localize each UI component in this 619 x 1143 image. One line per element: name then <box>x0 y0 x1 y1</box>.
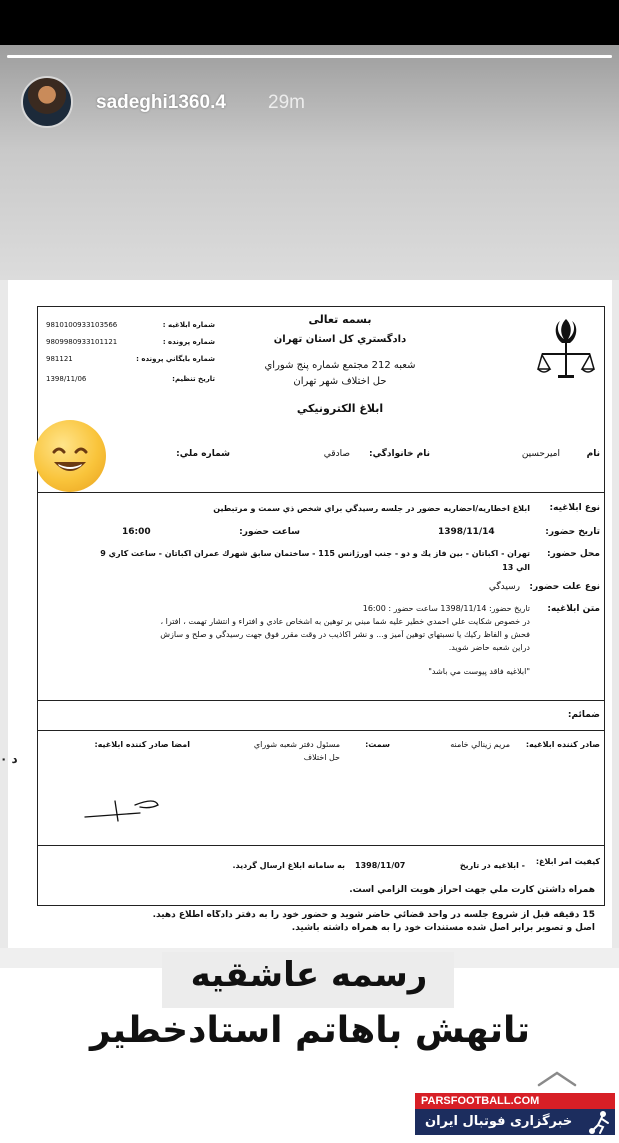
divider <box>37 700 605 701</box>
reason-value: رسيدگي <box>488 582 520 592</box>
story-header <box>0 45 619 280</box>
attachments-label: ضمائم: <box>567 710 600 720</box>
document-title: ابلاغ الكترونيكي <box>296 402 384 415</box>
delivery-date: 1398/11/07 <box>355 861 406 870</box>
story-time: 29m <box>268 92 305 113</box>
meta-value: 981121 <box>46 355 73 363</box>
watermark-site: PARSFOOTBALL.COM <box>415 1093 615 1109</box>
meta-label: شماره پرونده : <box>162 338 215 346</box>
story-progress-fill <box>7 55 612 58</box>
story-progress-bar <box>7 55 612 58</box>
top-black-bar <box>0 0 619 45</box>
username[interactable]: sadeghi1360.4 <box>96 92 226 113</box>
issuer-value: مريم زينالي خامنه <box>450 740 510 749</box>
notice-text-line: تاريخ حضور: 1398/11/14 ساعت حضور : 16:00 <box>362 604 530 613</box>
note-line: همراه داشتن كارت ملي جهت احراز هويت الزامي است. <box>349 885 595 895</box>
meta-label: شماره ابلاغيه : <box>162 321 215 329</box>
delivery-label: كيفيت امر ابلاغ: <box>535 857 600 866</box>
notice-text-label: متن ابلاغيه: <box>547 604 600 614</box>
meta-label: شماره بايگاني پرونده : <box>136 355 215 363</box>
role-value: مسئول دفتر شعبه شوراي <box>253 740 340 749</box>
no-attachment-note: "ابلاغيه فاقد پيوست مي باشد" <box>428 667 530 676</box>
watermark-name: خبرگزاری فوتبال ایران <box>415 1109 615 1135</box>
caption-line-1: رسمه عاشقيه <box>190 955 428 995</box>
family-label: نام خانوادگي: <box>368 449 430 459</box>
caption-line-2: تاتهش باهاتم استادخطير <box>89 1010 531 1051</box>
reason-label: نوع علت حضور: <box>529 582 600 592</box>
delivery-mode: - ابلاغيه در تاريخ <box>459 861 525 870</box>
notice-type-value: ابلاغ اخطاريه/احضاريه حضور در جلسه رسيدگي براي شخص ذي سمت و مرتبطين <box>213 504 530 513</box>
court-name: دادگستري كل استان تهران <box>273 334 407 345</box>
divider <box>37 492 605 493</box>
date-value: 1398/11/14 <box>438 527 495 537</box>
smiley-emoji-icon <box>34 420 106 492</box>
signature-label: امضا صادر كننده ابلاغيه: <box>94 740 190 749</box>
meta-value: 9809980933101121 <box>46 338 118 346</box>
name-value: اميرحسين <box>521 449 560 459</box>
place-label: محل حضور: <box>546 549 600 559</box>
avatar[interactable] <box>21 76 73 128</box>
place-value: تهران - اكباتان - بين فاز يك و دو - جنب اورژانس 115 - ساختمان سابق شهرك عمران اكباتان - ساعت كاري 9 <box>100 549 530 558</box>
dispute-council: حل اختلاف شهر تهران <box>293 376 387 387</box>
watermark-logo <box>415 1093 615 1135</box>
meta-value: 9810100933103566 <box>46 321 118 329</box>
time-label: ساعت حضور: <box>239 527 300 537</box>
signature-icon <box>80 795 170 825</box>
football-player-icon <box>585 1109 615 1135</box>
bismillah: بسمه تعالى <box>308 313 372 326</box>
name-label: نام <box>586 449 600 459</box>
note-line: 15 دقيقه قبل از شروع جلسه در واحد قضائي حاضر شويد و حضور خود را به دفتر دادگاه اطلاع دهيد. <box>152 910 595 920</box>
branch-name: شعبه 212 مجتمع شماره پنج شوراي <box>264 360 416 371</box>
divider <box>37 730 605 731</box>
issuer-label: صادر كننده ابلاغيه: <box>525 740 600 749</box>
divider <box>37 845 605 846</box>
iran-emblem-icon <box>536 313 596 385</box>
delivery-rest: به سامانه ابلاغ ارسال گرديد. <box>232 861 345 870</box>
role-label: سمت: <box>365 740 390 749</box>
note-line: اصل و تصوير برابر اصل شده مستندات خود را به همراه داشته باشيد. <box>291 923 595 933</box>
national-id-label: شماره ملي: <box>176 449 230 459</box>
notice-text-line: در خصوص شكايت علي احمدي خطير عليه شما مبني بر توهين به اشخاص عادي و افتراء و انتشار تهمت ، افترا ، <box>160 617 530 626</box>
edge-mark: د ٠ <box>0 752 18 766</box>
notice-text-line: دراين شعبه حاضر شويد. <box>448 643 530 652</box>
meta-value: 1398/11/06 <box>46 375 87 383</box>
meta-label: تاريخ تنظيم: <box>172 375 215 383</box>
role-value-cont: حل اختلاف <box>303 753 340 762</box>
chevron-up-icon[interactable] <box>535 1069 579 1089</box>
date-label: تاريخ حضور: <box>545 527 600 537</box>
time-value: 16:00 <box>122 527 151 537</box>
place-value-cont: الي 13 <box>502 563 530 572</box>
family-value: صادقي <box>323 449 350 459</box>
notice-text-line: فحش و الفاظ ركيك يا نسبتهاي توهين آميز و... و نشر اكاذيب در وقت مقرر فوق جهت رسيدگي و صلح و سازش <box>160 630 530 639</box>
notice-type-label: نوع ابلاغيه: <box>549 503 600 513</box>
